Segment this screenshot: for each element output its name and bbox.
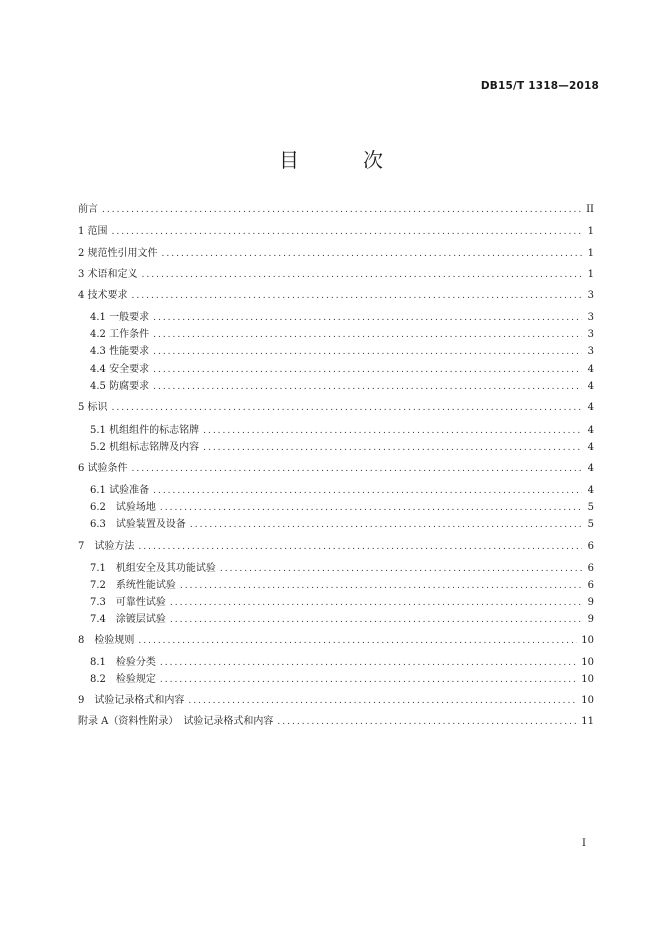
toc-entry-page: 6 [587, 563, 594, 574]
toc-entry-page: 4 [587, 485, 594, 496]
toc-leader-dots [102, 204, 582, 216]
toc-entry[interactable] [90, 340, 594, 358]
toc-leader-dots [112, 226, 582, 238]
toc-leader-dots [138, 635, 577, 647]
toc-leader-dots [160, 674, 577, 686]
toc-entry-page: 3 [587, 290, 594, 301]
toc-entry-label: 6.2 试验场地 [90, 502, 156, 513]
toc-entry[interactable] [90, 436, 594, 454]
toc-entry[interactable] [78, 396, 594, 414]
toc-leader-dots [132, 463, 582, 475]
toc-entry-page: 1 [587, 269, 594, 280]
toc-leader-dots [277, 716, 577, 728]
toc-leader-dots [162, 248, 582, 260]
toc-leader-dots [188, 695, 577, 707]
toc-entry[interactable] [78, 457, 594, 475]
toc-entry-label: 8.2 检验规定 [90, 674, 156, 685]
toc-entry-label: 5 标识 [78, 402, 108, 413]
toc-entry-page: 3 [587, 329, 594, 340]
toc-entry-label: 前言 [78, 204, 98, 215]
toc-leader-dots [112, 402, 582, 414]
toc-entry-page: 6 [587, 541, 594, 552]
toc-entry-label: 4.3 性能要求 [90, 346, 150, 357]
document-code: DB15/T 1318—2018 [480, 80, 599, 92]
toc-entry[interactable] [90, 419, 594, 437]
toc-entry-label: 6.1 试验准备 [90, 485, 150, 496]
toc-entry[interactable] [90, 358, 594, 376]
toc-entry[interactable] [78, 629, 594, 647]
toc-leader-dots [190, 519, 582, 531]
toc-entry-page: 11 [581, 716, 594, 727]
toc-entry-page: 3 [587, 346, 594, 357]
toc-entry-label: 8.1 检验分类 [90, 657, 156, 668]
toc-leader-dots [153, 346, 582, 358]
toc-entry-label: 4.1 一般要求 [90, 312, 150, 323]
toc-entry[interactable] [90, 608, 594, 626]
toc-leader-dots [153, 381, 582, 393]
toc-entry[interactable] [90, 557, 594, 575]
toc-entry-page: 10 [581, 674, 594, 685]
toc-entry[interactable] [78, 284, 594, 302]
page-title: 目 次 [279, 148, 405, 172]
toc-leader-dots [203, 442, 582, 454]
toc-entry-label: 9 试验记录格式和内容 [78, 695, 185, 706]
toc-entry-label: 1 范围 [78, 226, 108, 237]
toc-entry[interactable] [90, 479, 594, 497]
toc-entry-page: 5 [587, 519, 594, 530]
toc-entry-page: 6 [587, 580, 594, 591]
toc-entry-label: 7 试验方法 [78, 541, 135, 552]
toc-entry[interactable] [90, 323, 594, 341]
toc-entry-page: 4 [587, 381, 594, 392]
toc-entry-label: 6.3 试验装置及设备 [90, 519, 186, 530]
toc-entry-label: 4 技术要求 [78, 290, 128, 301]
toc-entry[interactable] [78, 263, 594, 281]
toc-entry-page: 1 [587, 248, 594, 259]
toc-entry-page: 10 [581, 657, 594, 668]
toc-entry-label: 6 试验条件 [78, 463, 128, 474]
toc-entry-label: 4.4 安全要求 [90, 364, 150, 375]
toc-entry-page: 5 [587, 502, 594, 513]
toc-leader-dots [142, 269, 582, 281]
toc-entry-page: 9 [587, 614, 594, 625]
toc-entry-label: 3 术语和定义 [78, 269, 138, 280]
toc-entry[interactable] [90, 651, 594, 669]
toc-entry[interactable] [90, 668, 594, 686]
toc-entry-page: 10 [581, 635, 594, 646]
toc-entry-page: 1 [587, 226, 594, 237]
toc-entry[interactable] [90, 513, 594, 531]
toc-entry-label: 7.1 机组安全及其功能试验 [90, 563, 216, 574]
toc-entry[interactable] [78, 198, 594, 216]
toc-entry[interactable] [90, 496, 594, 514]
toc-entry-page: 4 [587, 425, 594, 436]
toc-entry-label: 附录 A（资料性附录） 试验记录格式和内容 [78, 716, 274, 727]
toc-entry-label: 5.2 机组标志铭牌及内容 [90, 442, 200, 453]
toc-entry-page: 3 [587, 312, 594, 323]
toc-leader-dots [138, 541, 582, 553]
toc-entry-label: 4.5 防腐要求 [90, 381, 150, 392]
toc-entry-label: 2 规范性引用文件 [78, 248, 158, 259]
toc-entry[interactable] [78, 710, 594, 728]
toc-entry-label: 7.3 可靠性试验 [90, 597, 166, 608]
toc-leader-dots [170, 614, 582, 626]
toc-entry-label: 7.4 涂镀层试验 [90, 614, 166, 625]
toc-leader-dots [132, 290, 582, 302]
toc-entry[interactable] [90, 591, 594, 609]
toc-entry-page: 4 [587, 364, 594, 375]
toc-entry-label: 5.1 机组组件的标志铭牌 [90, 425, 200, 436]
toc-entry-page: 9 [587, 597, 594, 608]
toc-entry-label: 7.2 系统性能试验 [90, 580, 176, 591]
toc-entry[interactable] [90, 306, 594, 324]
toc-entry[interactable] [78, 220, 594, 238]
toc-entry-page: 10 [581, 695, 594, 706]
toc-entry-page: 4 [587, 442, 594, 453]
toc-entry[interactable] [90, 375, 594, 393]
toc-entry[interactable] [90, 574, 594, 592]
toc-entry-page: 4 [587, 402, 594, 413]
toc-entry-label: 8 检验规则 [78, 635, 135, 646]
toc-entry[interactable] [78, 689, 594, 707]
page-number: I [582, 838, 586, 849]
toc-entry[interactable] [78, 535, 594, 553]
toc-entry-page: 4 [587, 463, 594, 474]
toc-entry-label: 4.2 工作条件 [90, 329, 150, 340]
toc-entry[interactable] [78, 242, 594, 260]
toc-entry-page: II [586, 204, 594, 215]
